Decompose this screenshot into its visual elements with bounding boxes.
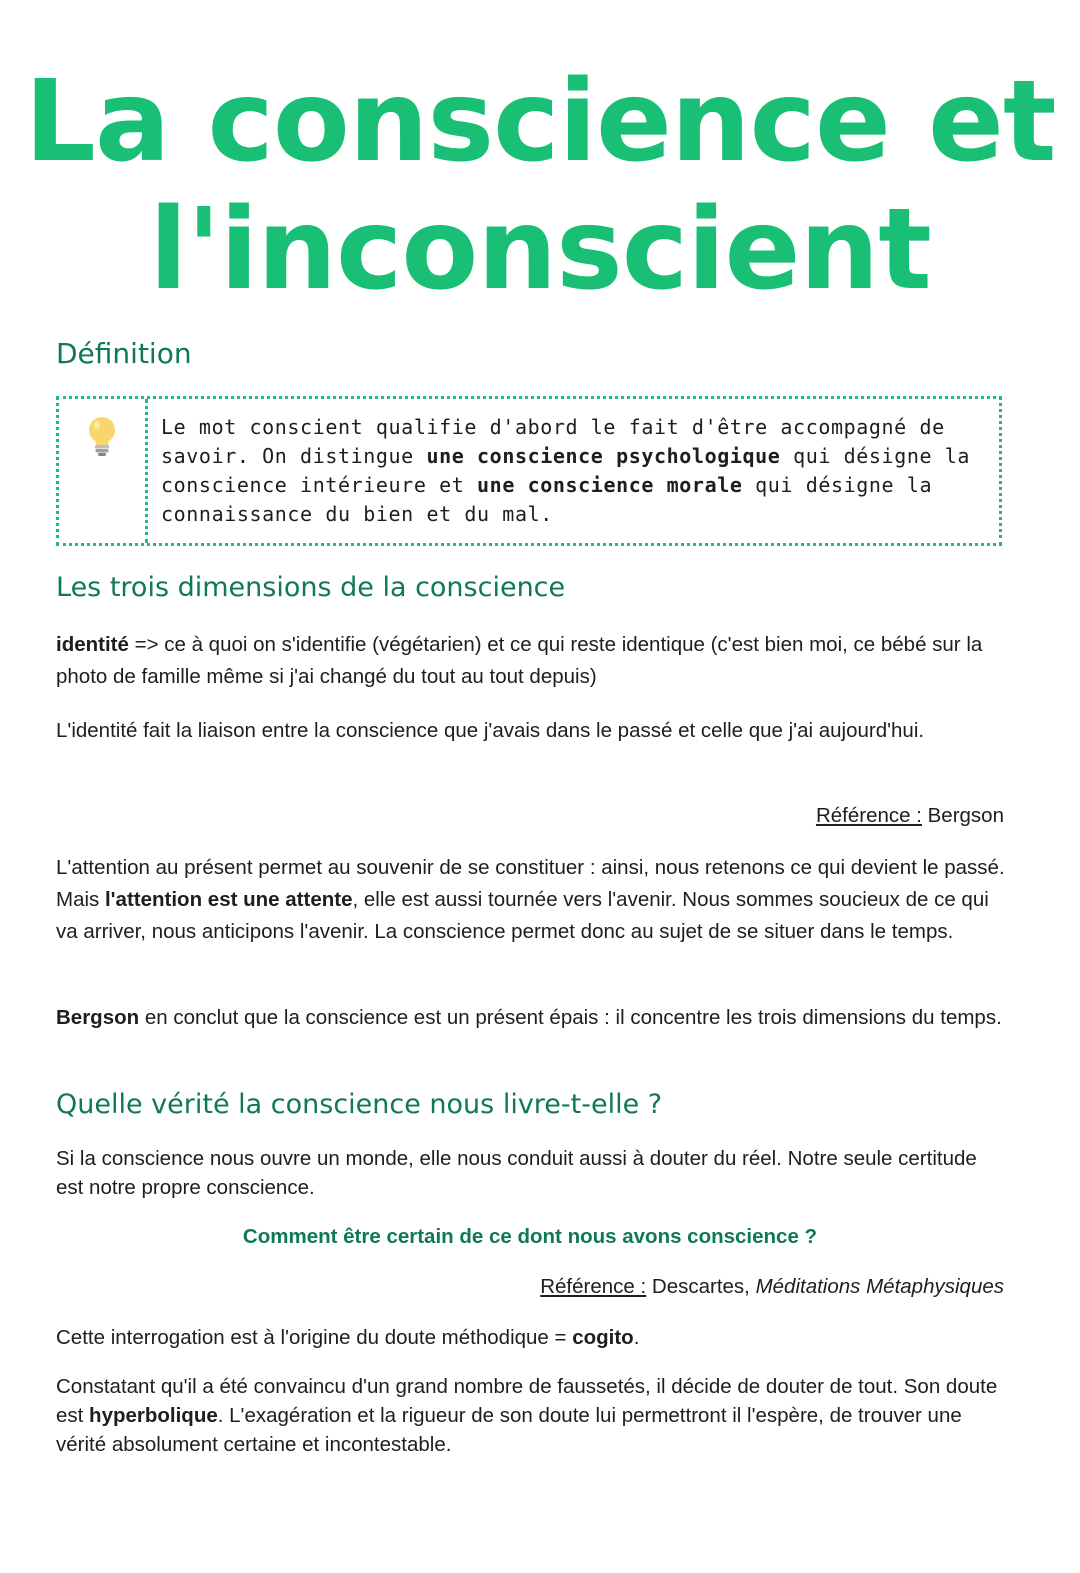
definition-text-part: Le mot conscient qualifie d'abord le fait d'être accompagné de savoir. On distingue	[161, 415, 945, 468]
attention-text: , elle est aussi tournée vers l'avenir. Nous sommes soucieux de ce qui va arriver, nous anticipons l'avenir. La conscience permet donc au sujet de se situer dans le temps.	[56, 888, 989, 943]
cogito-paragraph	[56, 1322, 1006, 1354]
doute-paragraph	[56, 1372, 1006, 1459]
doute-bold: hyperbolique	[89, 1404, 218, 1427]
definition-heading: Définition	[56, 337, 192, 370]
bergson-term: Bergson	[56, 1006, 140, 1029]
central-question: Comment être certain de ce dont nous avons conscience ?	[242, 1225, 818, 1248]
reference-label: Référence :	[815, 804, 922, 827]
reference-author: Descartes,	[646, 1275, 756, 1298]
verite-paragraph: Si la conscience nous ouvre un monde, elle nous conduit aussi à douter du réel. Notre seule certitude est notre propre conscience.	[56, 1147, 977, 1199]
identite-paragraph	[56, 629, 1006, 693]
identite-text: => ce à quoi on s'identifie (végétarien) et ce qui reste identique (c'est bien moi, ce bébé sur la photo de famille même si j'ai changé du tout au tout depuis)	[56, 633, 983, 688]
reference-bergson	[816, 801, 1004, 831]
cogito-end: .	[633, 1326, 640, 1349]
identite-liaison-paragraph: L'identité fait la liaison entre la conscience que j'avais dans le passé et celle que j'ai aujourd'hui.	[56, 719, 925, 742]
page-title	[0, 58, 1080, 314]
verite-heading: Quelle vérité la conscience nous livre-t-elle ?	[56, 1089, 663, 1120]
doute-text: . L'exagération et la rigueur de son doute lui permettront il l'espère, de trouver une vérité absolument certaine et incontestable.	[56, 1404, 962, 1456]
bergson-paragraph	[56, 1002, 1006, 1034]
dimensions-heading: Les trois dimensions de la conscience	[56, 572, 566, 603]
reference-label: Référence :	[540, 1275, 647, 1298]
definition-box	[56, 396, 1002, 546]
cogito-term: cogito	[572, 1326, 634, 1349]
reference-work: Méditations Métaphysiques	[755, 1275, 1004, 1298]
title-line-1: La conscience et	[24, 57, 1056, 187]
lightbulb-icon	[85, 415, 119, 457]
cogito-text: Cette interrogation est à l'origine du doute méthodique =	[56, 1326, 573, 1349]
title-line-2: l'inconscient	[149, 185, 931, 315]
definition-bold-morale: une conscience morale	[477, 473, 743, 497]
reference-value: Bergson	[921, 804, 1004, 827]
definition-text-part: qui désigne la connaissance du bien et du mal.	[161, 473, 933, 526]
definition-icon-cell	[59, 399, 148, 543]
bergson-text: en conclut que la conscience est un présent épais : il concentre les trois dimensions du temps.	[139, 1006, 1002, 1029]
attention-text: L'attention au présent permet au souvenir de se constituer : ainsi, nous retenons ce qui devient le passé. Mais	[56, 856, 1005, 911]
definition-text	[161, 413, 991, 529]
definition-bold-psychologique: une conscience psychologique	[426, 444, 781, 468]
attention-bold: l'attention est une attente	[104, 888, 353, 911]
definition-text-part: qui désigne la conscience intérieure et	[161, 444, 971, 497]
identite-term: identité	[56, 633, 129, 656]
doute-text: Constatant qu'il a été convaincu d'un grand nombre de faussetés, il décide de douter de tout. Son doute est	[56, 1375, 998, 1427]
reference-descartes	[540, 1272, 1004, 1302]
attention-paragraph	[56, 852, 1006, 948]
